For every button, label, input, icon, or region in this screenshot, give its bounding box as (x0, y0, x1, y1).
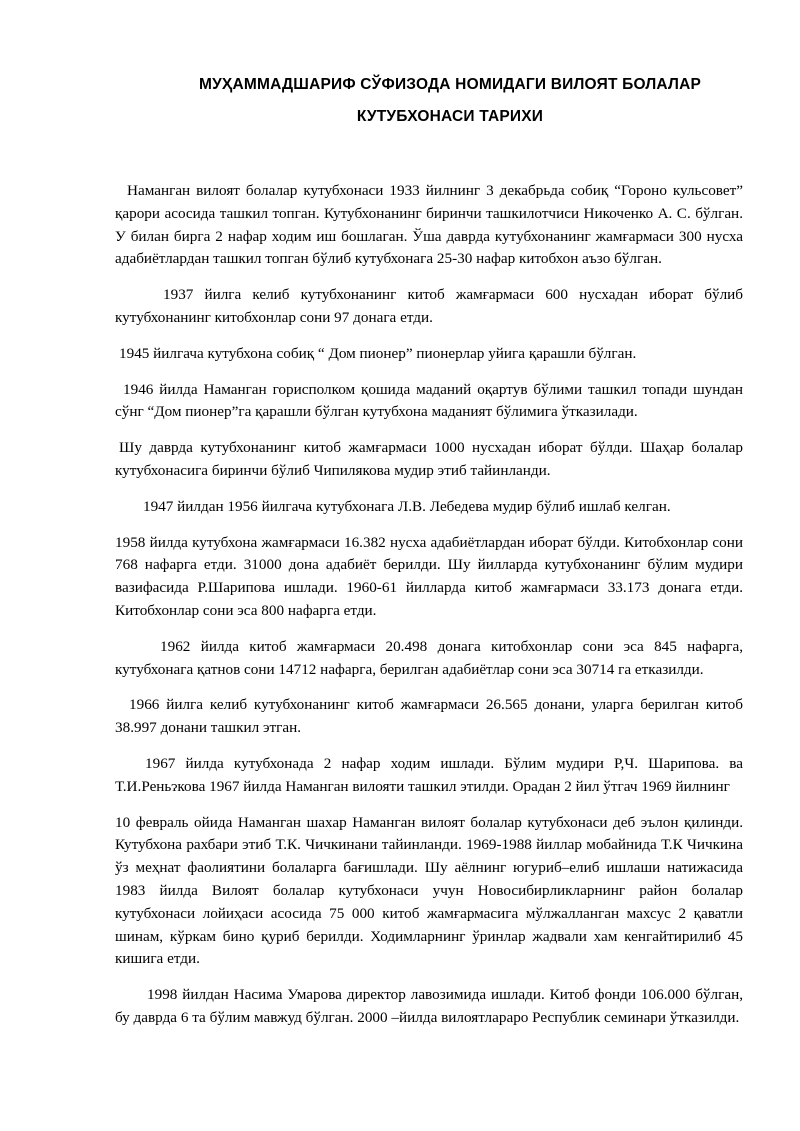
paragraph-1969: 10 февраль ойида Наманган шахар Наманган вилоят болалар кутубхонаси деб эълон қилинди. Кутубхона рахбари этиб Т.К. Чичкинани тайинланди. 1969-1988 йиллар мобайнида Т.К Чичкина ўз меҳнат фаолиятини болаларга бағишлади. Шу аёлнинг югуриб–елиб ишлаши натижасида 1983 йилда Вилоят болалар кутубхонаси учун Новосибирликларнинг район болалар кутубхонаси лойиҳаси асосида 75 000 китоб жамғармасига мўлжалланган махсус 2 қаватли шинам, кўркам бино қуриб берилди. Ходимларнинг ўринлар жадвали хам кенгайтирилиб 45 кишига етди. (115, 813, 743, 968)
paragraph-1945: 1945 йилгача кутубхона собиқ “ Дом пионер” пионерлар уйига қарашли бўлган. (119, 344, 637, 362)
paragraph-1962: 1962 йилда китоб жамғармаси 20.498 донага китобхонлар сони эса 845 нафарга, кутубхонага қатнов сони 14712 нафарга, берилган адабиётлар сони эса 30714 га етказилди. (115, 637, 743, 678)
paragraph-1967: 1967 йилда кутубхонада 2 нафар ходим ишлади. Бўлим мудири Р,Ч. Шарипова. ва Т.И.Реньɂкова 1967 йилда Наманган вилояти ташкил этилди. Орадан 2 йил ўтгач 1969 йилнинг (115, 754, 743, 795)
document-title-line-1: МУҲАММАДШАРИФ СЎФИЗОДА НОМИДАГИ ВИЛОЯТ БОЛАЛАР (198, 76, 702, 93)
paragraph-1946: 1946 йилда Наманган горисполком қошида маданий оқартув бўлими ташкил топади шундан сўнг “Дом пионер”га қарашли бўлган кутубхона маданият бўлимига ўтказилади. (115, 380, 743, 421)
document-title-line-2: КУТУБХОНАСИ ТАРИХИ (356, 108, 544, 125)
paragraph-1958: 1958 йилда кутубхона жамғармаси 16.382 нусха адабиётлардан иборат бўлди. Китобхонлар сони 768 нафарга етди. 31000 дона адабиёт берилди. Шу йилларда кутубхонанинг бўлим мудири вазифасида Р.Шарипова ишлади. 1960-61 йилларда китоб жамғармаси 33.173 донага етди. Китобхонлар сони эса 800 нафарга етди. (115, 533, 743, 619)
paragraph-1933-founding: Наманган вилоят болалар кутубхонаси 1933 йилнинг 3 декабрьда собиқ “Гороно кульсовет” қарори асосида ташкил топган. Кутубхонанинг биринчи ташкилотчиси Никоченко А. С. бўлган. У билан бирга 2 нафар ходим иш бошлаган. Ўша даврда кутубхонанинг жамғармаси 300 нусха адабиётлардан ташкил топган бўлиб кутубхонага 25-30 нафар китобхон аъзо бўлган. (115, 182, 743, 268)
paragraph-1937: 1937 йилга келиб кутубхонанинг китоб жамғармаси 600 нусхадан иборат бўлиб кутубхонанинг китобхонлар сони 97 донага етди. (115, 286, 743, 326)
document-body (115, 180, 743, 1043)
paragraph-1947-1956: 1947 йилдан 1956 йилгача кутубхонага Л.В. Лебедева мудир бўлиб ишлаб келган. (143, 497, 671, 515)
paragraph-fund-1000: Шу даврда кутубхонанинг китоб жамғармаси 1000 нусхадан иборат бўлди. Шаҳар болалар кутубхонасига биринчи бўлиб Чипилякова мудир этиб тайинланди. (115, 439, 743, 479)
paragraph-1966: 1966 йилга келиб кутубхонанинг китоб жамғармаси 26.565 донани, уларга берилган китоб 38.997 донани ташкил этган. (115, 696, 743, 737)
paragraph-1998: 1998 йилдан Насима Умарова директор лавозимида ишлади. Китоб фонди 106.000 бўлган, бу даврда 6 та бўлим мавжуд бўлган. 2000 –йилда вилоятлараро Республик семинари ўтказилди. (115, 986, 743, 1026)
